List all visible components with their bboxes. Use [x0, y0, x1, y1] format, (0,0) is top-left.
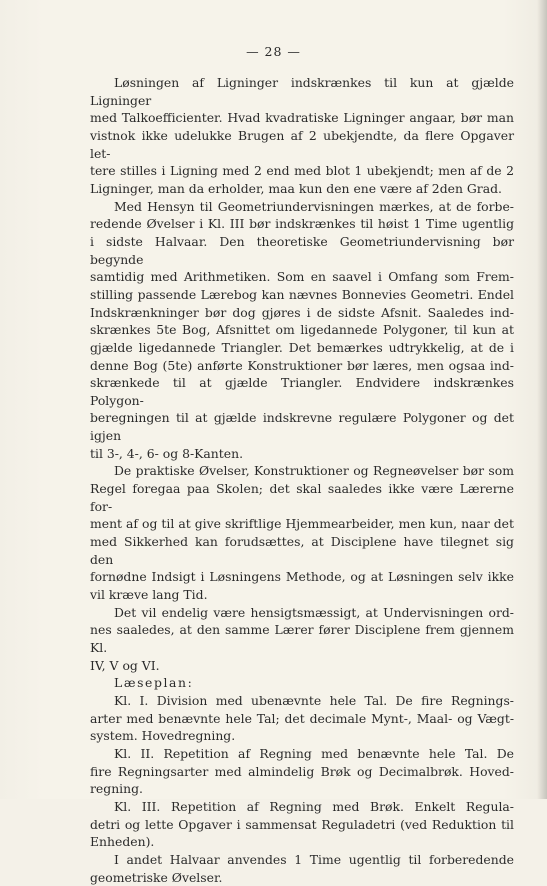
text-line: redende Øvelser i Kl. III bør indskrænkes til høist 1 Time ugentlig: [90, 216, 514, 232]
text-line: I andet Halvaar anvendes 1 Time ugentlig til forberedende: [114, 851, 514, 867]
text-line: fornødne Indsigt i Løsningens Methode, og at Løsningen selv ikke: [90, 569, 514, 585]
text-line: samtidig med Arithmetiken. Som en saavel i Omfang som Frem-: [90, 269, 514, 285]
text-line: Med Hensyn til Geometriundervisningen mærkes, at de forbe-: [114, 198, 514, 214]
text-line: denne Bog (5te) anførte Konstruktioner bør læres, men ogsaa ind-: [90, 357, 514, 373]
text-line: detri og lette Opgaver i sammensat Reguladetri (ved Reduktion til: [90, 816, 514, 832]
text-line: Enheden).: [90, 834, 155, 850]
page-number: — 28 —: [246, 44, 301, 59]
text-line: beregningen til at gjælde indskrevne regulære Polygoner og det igjen: [90, 410, 514, 444]
text-line: IV, V og VI.: [90, 657, 160, 673]
text-line: vil kræve lang Tid.: [90, 587, 208, 603]
text-line: i sidste Halvaar. Den theoretiske Geometriundervisning bør begynde: [90, 233, 514, 267]
text-line: ment af og til at give skriftlige Hjemmearbeider, men kun, naar det: [90, 516, 514, 532]
text-line: Indskrænkninger bør dog gjøres i de sidste Afsnit. Saaledes ind-: [90, 304, 514, 320]
text-line: Læseplan:: [114, 675, 194, 691]
text-line: med Sikkerhed kan forudsættes, at Disciplene have tilegnet sig den: [90, 534, 514, 567]
page-edge-shadow: [537, 0, 547, 799]
text-line: De praktiske Øvelser, Konstruktioner og Regneøvelser bør som: [114, 463, 514, 479]
text-line: skrænkede til at gjælde Triangler. Endvidere indskrænkes Polygon-: [90, 375, 514, 408]
text-line: Kl. III. Repetition af Regning med Brøk. Enkelt Regula-: [114, 798, 514, 814]
text-line: gjælde ligedannede Triangler. Det bemærkes udtrykkelig, at de i: [90, 339, 514, 355]
body-text: [90, 74, 514, 886]
text-line: system. Hovedregning.: [90, 728, 236, 744]
text-line: med Talkoefficienter. Hvad kvadratiske Ligninger angaar, bør man: [90, 110, 514, 126]
text-line: regning.: [90, 781, 143, 797]
text-line: nes saaledes, at den samme Lærer fører Disciplene frem gjennem Kl.: [90, 622, 514, 655]
text-line: arter med benævnte hele Tal; det decimale Mynt-, Maal- og Vægt-: [90, 710, 514, 726]
text-line: vistnok ikke udelukke Brugen af 2 ubekjendte, da flere Opgaver let-: [90, 127, 514, 161]
text-line: Kl. II. Repetition af Regning med benævnte hele Tal. De: [114, 745, 514, 761]
text-line: Regel foregaa paa Skolen; det skal saaledes ikke være Lærerne for-: [90, 481, 514, 514]
text-line: geometriske Øvelser.: [90, 869, 223, 885]
text-line: Det vil endelig være hensigtsmæssigt, at Undervisningen ord-: [114, 604, 514, 620]
text-line: fire Regningsarter med almindelig Brøk og Decimalbrøk. Hoved-: [90, 763, 514, 779]
text-line: Kl. I. Division med ubenævnte hele Tal. De fire Regnings-: [114, 692, 514, 708]
text-line: tere stilles i Ligning med 2 end med blot 1 ubekjendt; men af de 2: [90, 163, 514, 179]
text-line: stilling passende Lærebog kan nævnes Bonnevies Geometri. Endel: [90, 286, 514, 302]
text-line: til 3-, 4-, 6- og 8-Kanten.: [90, 445, 244, 461]
text-line: Ligninger, man da erholder, maa kun den ene være af 2den Grad.: [90, 180, 502, 196]
text-line: skrænkes 5te Bog, Afsnittet om ligedannede Polygoner, til kun at: [90, 322, 514, 338]
text-line: Løsningen af Ligninger indskrænkes til kun at gjælde Ligninger: [90, 75, 514, 108]
